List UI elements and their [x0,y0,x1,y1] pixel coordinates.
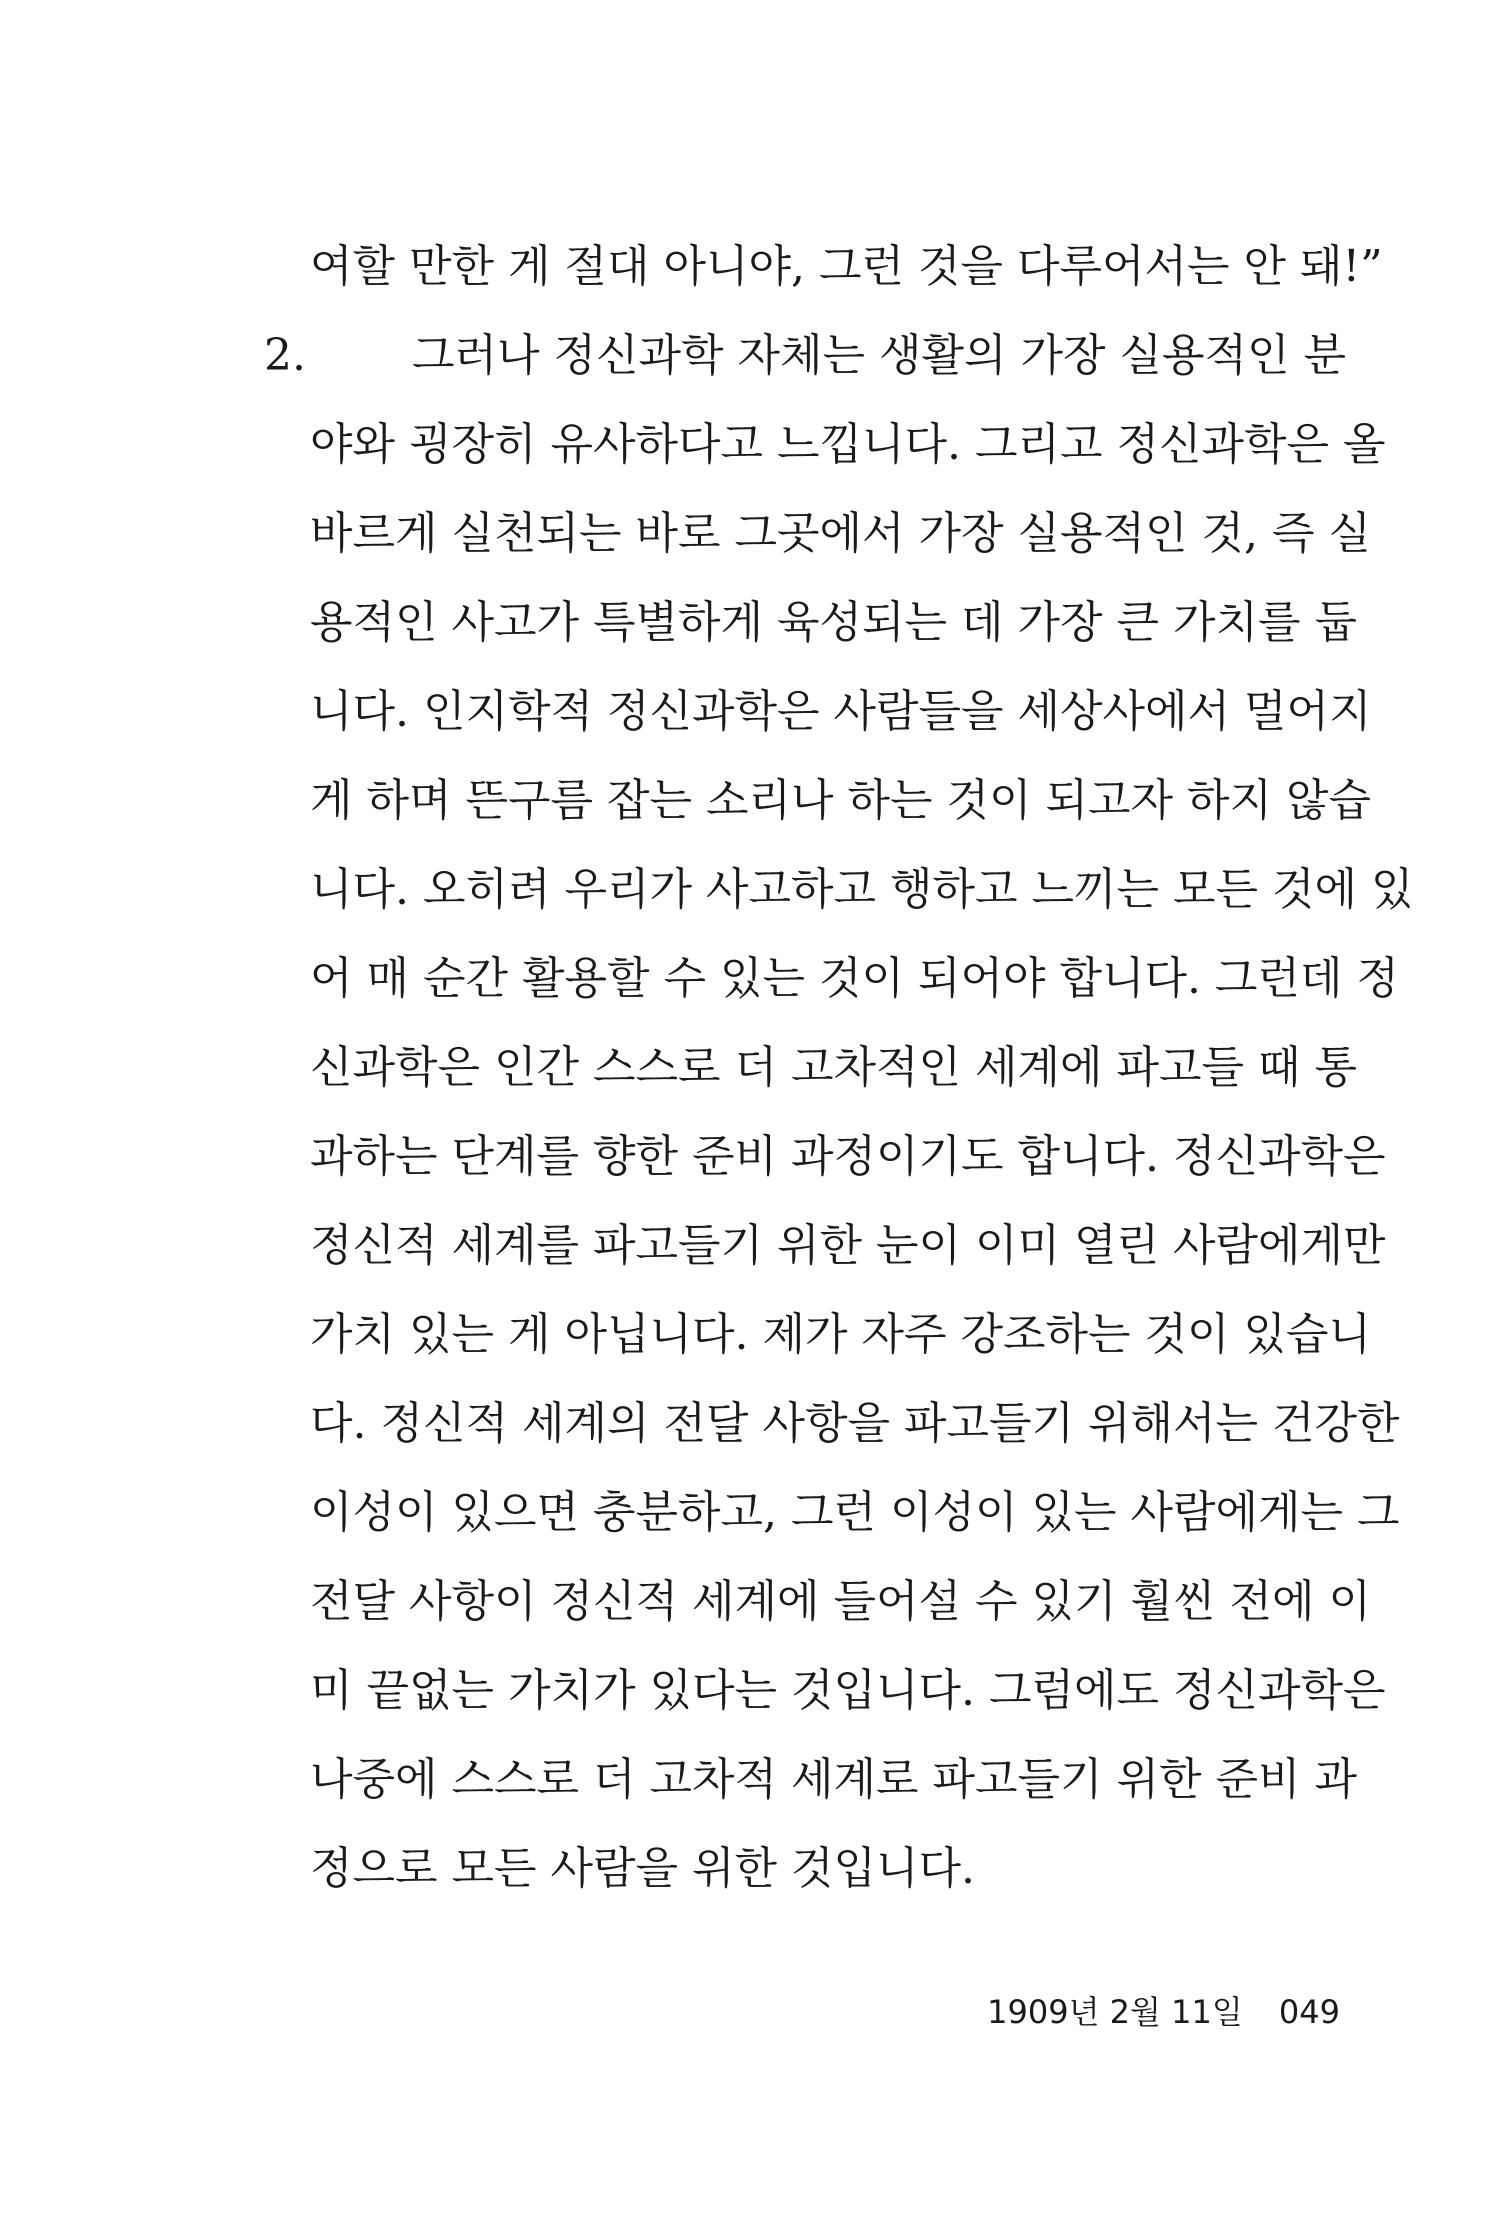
page-footer [987,1990,1340,2034]
paragraph-line: 과하는 단계를 향한 준비 과정이기도 합니다. 정신과학은 [310,1131,1386,1182]
paragraph-line: 전달 사항이 정신적 세계에 들어설 수 있기 훨씬 전에 이 [310,1576,1371,1627]
paragraph-line-last: 정으로 모든 사람을 위한 것입니다. [310,1843,975,1894]
paragraph-line: 니다. 인지학적 정신과학은 사람들을 세상사에서 멀어지 [310,686,1372,737]
paragraph-line: 정신적 세계를 파고들기 위한 눈이 이미 열린 사람에게만 [310,1220,1386,1271]
paragraph-line: 미 끝없는 가치가 있다는 것입니다. 그럼에도 정신과학은 [310,1665,1386,1716]
paragraph-line: 니다. 오히려 우리가 사고하고 행하고 느끼는 모든 것에 있 [310,864,1414,915]
paragraph-line: 나중에 스스로 더 고차적 세계로 파고들기 위한 준비 과 [310,1754,1357,1805]
paragraph-line: 어 매 순간 활용할 수 있는 것이 되어야 합니다. 그런데 정 [310,953,1399,1004]
paragraph-line: 야와 굉장히 유사하다고 느낍니다. 그리고 정신과학은 올 [310,419,1386,470]
continuation-line: 여할 만한 게 절대 아니야, 그런 것을 다루어서는 안 돼!” [310,241,1383,292]
paragraph-line: 이성이 있으면 충분하고, 그런 이성이 있는 사람에게는 그 [310,1487,1400,1538]
paragraph-line: 그러나 정신과학 자체는 생활의 가장 실용적인 분 [412,330,1346,381]
paragraph-line: 가치 있는 게 아닙니다. 제가 자주 강조하는 것이 있습니 [310,1309,1371,1360]
item-number: 2. [264,330,306,381]
paragraph-line: 신과학은 인간 스스로 더 고차적인 세계에 파고들 때 통 [310,1042,1357,1093]
paragraph-line: 게 하며 뜬구름 잡는 소리나 하는 것이 되고자 하지 않습 [310,775,1371,826]
paragraph-line: 다. 정신적 세계의 전달 사항을 파고들기 위해서는 건강한 [310,1398,1400,1449]
paragraph-line: 용적인 사고가 특별하게 육성되는 데 가장 큰 가치를 둡 [310,597,1357,648]
body-text [310,222,1414,1913]
paragraph-line: 바르게 실천되는 바로 그곳에서 가장 실용적인 것, 즉 실 [310,508,1371,559]
page-number: 049 [1278,1993,1340,2031]
footer-date: 1909년 2월 11일 [987,1993,1243,2031]
